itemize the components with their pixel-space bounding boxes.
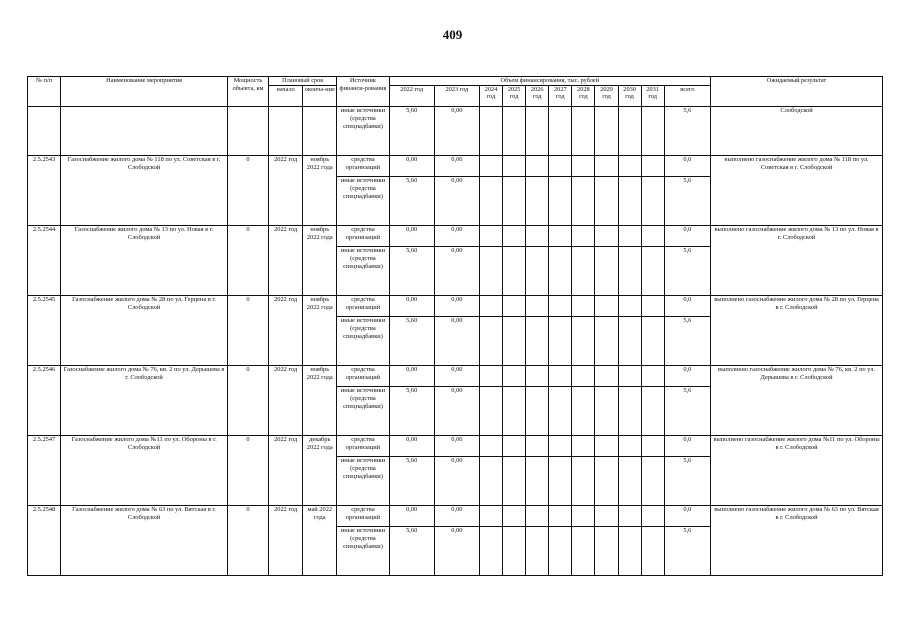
row-org-2026 [526,295,549,316]
row-capacity: 0 [227,435,268,505]
row-start: 2022 год [269,225,303,295]
cont-2027 [549,106,572,155]
row-end: май 2022 года [303,505,337,575]
row-source-other: иные источники (средства спецнадбавки) [337,526,389,575]
row-org-2029 [595,435,618,456]
row-org-2029 [595,505,618,526]
header-2022: 2022 год [389,85,434,106]
row-org-2028 [572,505,595,526]
row-org-2027 [549,225,572,246]
row-capacity: 0 [227,155,268,225]
header-name: Наименование мероприятия [61,77,228,107]
row-org-2022: 0,00 [389,505,434,526]
cont-2023: 0,00 [434,106,479,155]
row-name: Газоснабжение жилого дома № 28 по ул. Герцена в г. Слободской [61,295,228,365]
row-result: выполнено газоснабжение жилого дома №11 по ул. Обороны в г. Слободской [711,435,883,505]
row-org-2031 [641,225,664,246]
row-name: Газоснабжение жилого дома № 76, кв. 2 по ул. Дерышева в г. Слободской [61,365,228,435]
header-plan-term: Плановый срок [269,77,337,86]
row-start: 2022 год [269,295,303,365]
row-result: выполнено газоснабжение жилого дома № 63 по ул. Вятская в г. Слободской [711,505,883,575]
row-org-2030 [618,295,641,316]
row-id: 2.5.2547 [28,435,61,505]
row-org-2030 [618,225,641,246]
row-start: 2022 год [269,365,303,435]
row-other-2031 [641,316,664,365]
row-other-2028 [572,456,595,505]
row-other-2028 [572,386,595,435]
row-other-2029 [595,316,618,365]
header-2028: 2028 год [572,85,595,106]
row-end: ноябрь 2022 года [303,155,337,225]
row-org-2023: 0,00 [434,505,479,526]
row-org-2024 [479,155,502,176]
row-name: Газоснабжение жилого дома № 13 по ул. Новая в г. Слободской [61,225,228,295]
row-org-2028 [572,155,595,176]
row-id: 2.5.2545 [28,295,61,365]
row-org-2030 [618,155,641,176]
row-org-2023: 0,00 [434,295,479,316]
row-other-2023: 0,00 [434,456,479,505]
row-org-2025 [503,505,526,526]
row-end: ноябрь 2022 года [303,225,337,295]
row-capacity: 0 [227,365,268,435]
row-org-2022: 0,00 [389,365,434,386]
row-other-2031 [641,526,664,575]
cont-2024 [479,106,502,155]
page-number: 409 [442,27,463,42]
row-other-2030 [618,526,641,575]
financing-table [27,76,883,576]
row-org-2026 [526,225,549,246]
row-other-2030 [618,386,641,435]
cont-name [61,106,228,155]
row-other-2022: 5,60 [389,316,434,365]
row-org-2026 [526,435,549,456]
row-org-2030 [618,505,641,526]
row-id: 2.5.2544 [28,225,61,295]
row-org-2031 [641,365,664,386]
row-name: Газоснабжение жилого дома №11 по ул. Обороны в г. Слободской [61,435,228,505]
row-org-2027 [549,365,572,386]
cont-no [28,106,61,155]
row-org-2031 [641,155,664,176]
header-capacity: Мощность объекта, км [227,77,268,107]
cont-source: иные источники (средства спецнадбавки) [337,106,389,155]
cont-capacity [227,106,268,155]
cont-start [269,106,303,155]
header-no: № п/п [28,77,61,107]
row-org-2026 [526,365,549,386]
row-other-total: 5,6 [664,386,710,435]
header-2025: 2025 год [503,85,526,106]
row-other-2026 [526,456,549,505]
row-other-2027 [549,316,572,365]
row-other-2029 [595,456,618,505]
row-other-2026 [526,176,549,225]
row-org-2027 [549,155,572,176]
row-name: Газоснабжение жилого дома № 118 по ул. Советская в г. Слободской [61,155,228,225]
row-other-2024 [479,386,502,435]
row-org-2024 [479,295,502,316]
row-org-2029 [595,295,618,316]
table-row [28,505,883,526]
row-org-2026 [526,505,549,526]
row-org-total: 0,0 [664,295,710,316]
row-org-2030 [618,435,641,456]
row-other-2022: 5,60 [389,386,434,435]
row-end: декабрь 2022 года [303,435,337,505]
row-capacity: 0 [227,295,268,365]
row-org-2022: 0,00 [389,295,434,316]
row-other-2025 [503,316,526,365]
row-other-2024 [479,526,502,575]
row-other-2031 [641,176,664,225]
table-row [28,225,883,246]
row-other-2028 [572,316,595,365]
row-other-2024 [479,316,502,365]
row-source-other: иные источники (средства спецнадбавки) [337,246,389,295]
table-row [28,435,883,456]
row-other-2026 [526,386,549,435]
row-org-2028 [572,365,595,386]
row-result: выполнено газоснабжение жилого дома № 76, кв. 2 по ул. Дерышева в г. Слободской [711,365,883,435]
row-org-2025 [503,225,526,246]
row-other-2023: 0,00 [434,526,479,575]
row-org-2026 [526,155,549,176]
row-other-2027 [549,386,572,435]
row-org-2028 [572,225,595,246]
row-other-2025 [503,526,526,575]
cont-2026 [526,106,549,155]
row-other-2029 [595,386,618,435]
row-result: выполнено газоснабжение жилого дома № 13 по ул. Новая в г. Слободской [711,225,883,295]
row-other-2027 [549,456,572,505]
row-other-2022: 5,60 [389,456,434,505]
row-other-2030 [618,246,641,295]
header-result: Ожидаемый результат [711,77,883,107]
row-other-2022: 5,60 [389,526,434,575]
header-start: начало [269,85,303,106]
row-org-2028 [572,295,595,316]
row-source-other: иные источники (средства спецнадбавки) [337,386,389,435]
row-end: ноябрь 2022 года [303,365,337,435]
row-other-2029 [595,176,618,225]
table-row [28,295,883,316]
row-other-total: 5,6 [664,316,710,365]
header-source: Источник финанси-рования [337,77,389,107]
row-source-org: средства организаций [337,505,389,526]
row-org-2029 [595,155,618,176]
row-org-2028 [572,435,595,456]
row-org-2024 [479,435,502,456]
row-org-total: 0,0 [664,225,710,246]
row-source-org: средства организаций [337,155,389,176]
header-2026: 2026 год [526,85,549,106]
row-other-2022: 5,60 [389,246,434,295]
row-other-2023: 0,00 [434,386,479,435]
row-org-2024 [479,505,502,526]
row-other-2029 [595,246,618,295]
row-other-2027 [549,246,572,295]
row-other-2028 [572,246,595,295]
row-org-2027 [549,295,572,316]
cont-2029 [595,106,618,155]
row-other-2026 [526,526,549,575]
row-org-2024 [479,365,502,386]
row-other-2025 [503,456,526,505]
cont-2030 [618,106,641,155]
row-org-2027 [549,505,572,526]
cont-end [303,106,337,155]
row-org-total: 0,0 [664,155,710,176]
row-other-2027 [549,176,572,225]
row-source-org: средства организаций [337,295,389,316]
row-other-2031 [641,246,664,295]
row-name: Газоснабжение жилого дома № 63 по ул. Вятская в г. Слободской [61,505,228,575]
header-2023: 2023 год [434,85,479,106]
header-volume: Объем финансирования, тыс. рублей [389,77,710,86]
header-total: всего [664,85,710,106]
cont-2028 [572,106,595,155]
row-start: 2022 год [269,505,303,575]
row-org-2027 [549,435,572,456]
row-other-2027 [549,526,572,575]
cont-2031 [641,106,664,155]
row-other-2024 [479,246,502,295]
row-other-total: 5,6 [664,526,710,575]
row-org-2025 [503,295,526,316]
row-org-total: 0,0 [664,365,710,386]
cont-total: 5,6 [664,106,710,155]
row-id: 2.5.2543 [28,155,61,225]
row-org-total: 0,0 [664,435,710,456]
row-other-2028 [572,526,595,575]
row-org-2023: 0,00 [434,225,479,246]
row-source-org: средства организаций [337,435,389,456]
row-other-2025 [503,176,526,225]
table-row [28,365,883,386]
table-row [28,155,883,176]
row-other-2026 [526,246,549,295]
header-2030: 2030 год [618,85,641,106]
row-id: 2.5.2546 [28,365,61,435]
row-start: 2022 год [269,435,303,505]
row-end: ноябрь 2022 года [303,295,337,365]
header-row [28,77,883,86]
header-2024: 2024 год [479,85,502,106]
row-org-2024 [479,225,502,246]
row-other-2025 [503,386,526,435]
row-source-org: средства организаций [337,225,389,246]
header-2029: 2029 год [595,85,618,106]
row-org-2022: 0,00 [389,435,434,456]
row-other-2022: 5,60 [389,176,434,225]
row-other-2028 [572,176,595,225]
row-source-other: иные источники (средства спецнадбавки) [337,176,389,225]
row-other-2023: 0,00 [434,316,479,365]
row-id: 2.5.2548 [28,505,61,575]
row-other-2026 [526,316,549,365]
row-other-2029 [595,526,618,575]
row-org-2023: 0,00 [434,155,479,176]
row-source-other: иные источники (средства спецнадбавки) [337,316,389,365]
row-org-2031 [641,435,664,456]
row-other-2024 [479,176,502,225]
row-other-2030 [618,176,641,225]
row-org-2022: 0,00 [389,225,434,246]
row-other-2030 [618,316,641,365]
row-other-2025 [503,246,526,295]
row-other-total: 5,6 [664,246,710,295]
header-2031: 2031 год [641,85,664,106]
cont-2022: 5,60 [389,106,434,155]
row-other-total: 5,6 [664,456,710,505]
row-org-2025 [503,155,526,176]
row-result: выполнено газоснабжение жилого дома № 28 по ул. Герцена в г. Слободской [711,295,883,365]
row-org-2029 [595,365,618,386]
row-org-2029 [595,225,618,246]
row-other-total: 5,6 [664,176,710,225]
row-other-2030 [618,456,641,505]
row-other-2031 [641,456,664,505]
continuation-row [28,106,883,155]
row-source-org: средства организаций [337,365,389,386]
row-org-2025 [503,365,526,386]
row-org-2030 [618,365,641,386]
row-org-2023: 0,00 [434,435,479,456]
row-other-2031 [641,386,664,435]
row-result: выполнено газоснабжение жилого дома № 118 по ул. Советская в г. Слободской [711,155,883,225]
row-org-2031 [641,295,664,316]
row-start: 2022 год [269,155,303,225]
row-org-2025 [503,435,526,456]
row-org-2023: 0,00 [434,365,479,386]
row-org-2022: 0,00 [389,155,434,176]
row-other-2023: 0,00 [434,176,479,225]
row-org-2031 [641,505,664,526]
cont-result: Слободской [711,106,883,155]
row-other-2023: 0,00 [434,246,479,295]
row-other-2024 [479,456,502,505]
header-2027: 2027 год [549,85,572,106]
cont-2025 [503,106,526,155]
row-source-other: иные источники (средства спецнадбавки) [337,456,389,505]
row-capacity: 0 [227,225,268,295]
row-capacity: 0 [227,505,268,575]
row-org-total: 0,0 [664,505,710,526]
header-end: оконча-ние [303,85,337,106]
